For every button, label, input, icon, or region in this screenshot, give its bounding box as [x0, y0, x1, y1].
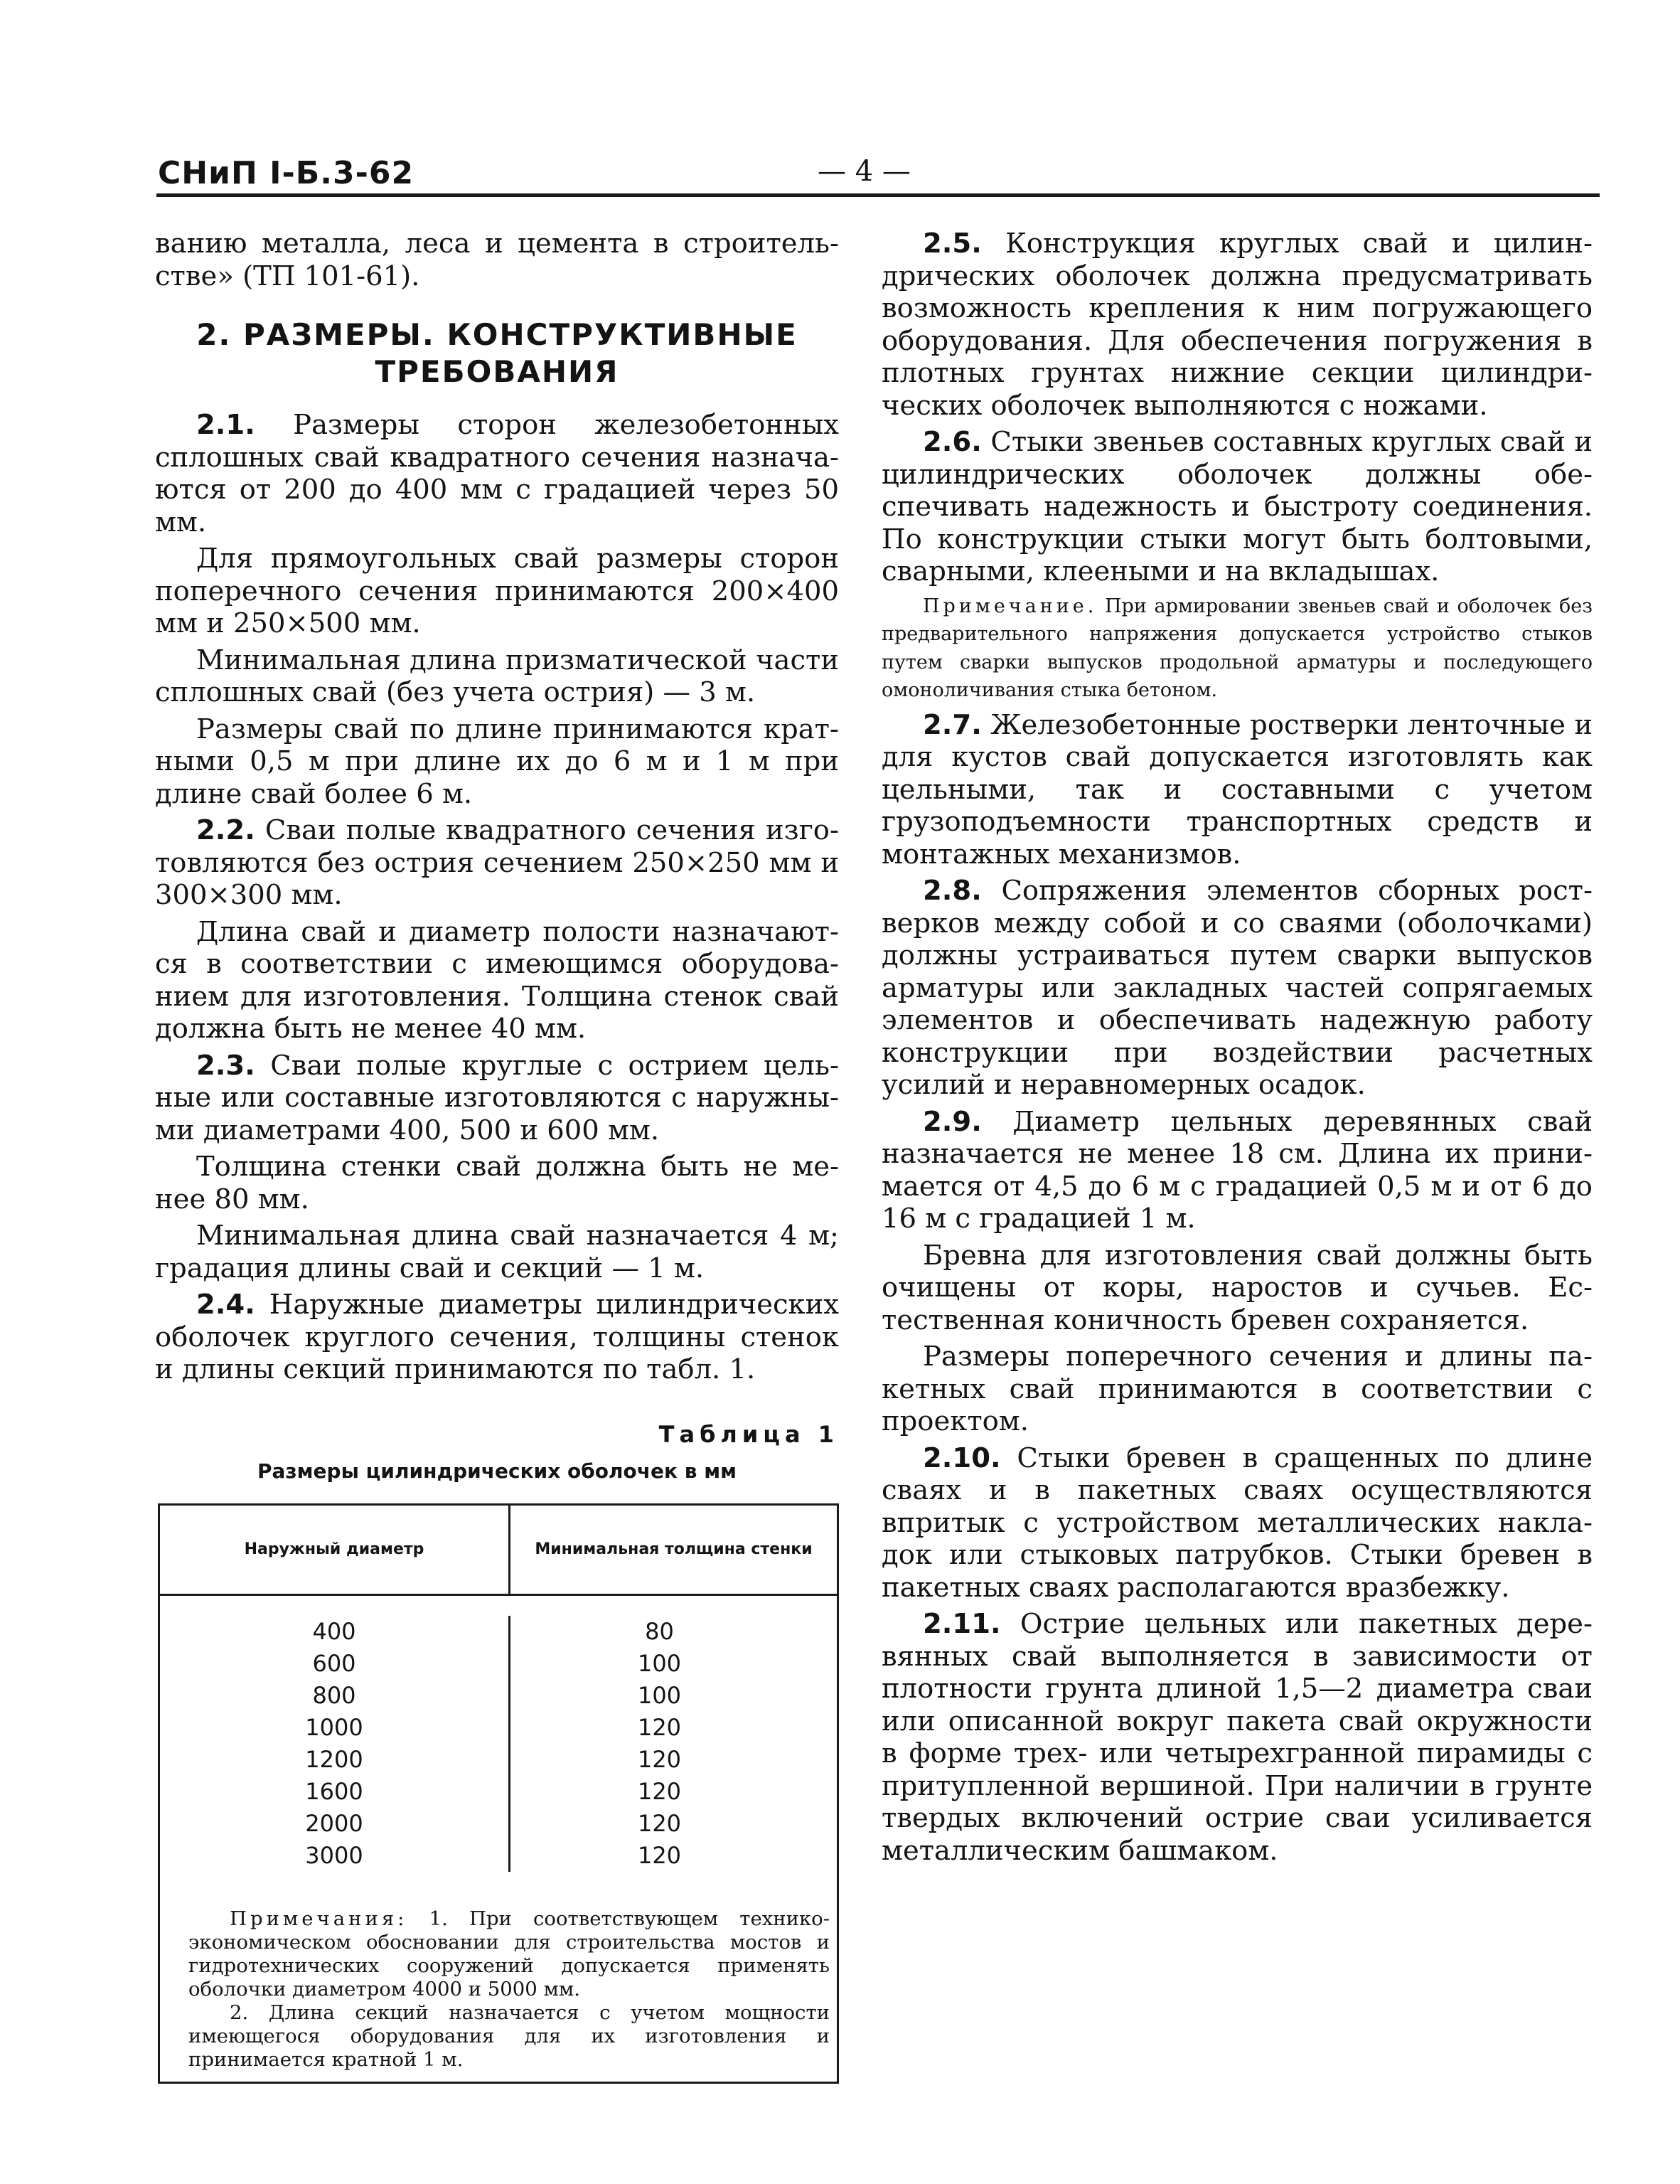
clause-text: Диаметр цельных деревянных свай назначается не менее 18 см. Длина их принимается от 4,5 до 6 м с градацией 0,5 м и от 6 до 16 м с градацией 1 м. [882, 1105, 1593, 1235]
section-heading-line1: 2. РАЗМЕРЫ. КОНСТРУКТИВНЫЕ [196, 317, 798, 352]
table-cell: 80 [645, 1617, 674, 1645]
clause-text: Сопряжения элементов сборных ростверков между собой и со сваями (оболочками) должны устраиваться путем сварки выпусков арматуры или закладных частей сопрягаемых элементов и обеспечивать надежную работу конструкции при воздействии расчетных усилий и неравномерных осадок. [882, 875, 1593, 1101]
paragraph-2-9 [882, 1106, 1593, 1235]
table-cell: 120 [637, 1841, 682, 1869]
clause-text: Наружные диаметры цилиндрических оболочек круглого сечения, толщины стенок и длины секций принимаются по табл. 1. [155, 1289, 839, 1385]
table-body [160, 1596, 837, 1886]
paragraph-2-9-c: Размеры поперечного сечения и длины пакетных свай принимаются в соответствии с проектом. [882, 1341, 1593, 1437]
page-number: — 4 — [818, 155, 911, 188]
clause-text: Размеры сторон железобетонных сплошных свай квадратного сечения назначаются от 200 до 400 мм с градацией через 50 мм. [155, 409, 839, 538]
table-cell: 100 [637, 1681, 682, 1709]
table-cell: 1200 [305, 1745, 363, 1773]
table-cell: 2000 [305, 1809, 363, 1837]
clause-number: 2.6. [923, 426, 982, 458]
table-cell: 100 [637, 1649, 682, 1677]
table-note-2: 2. Длина секций назначается с учетом мощности имеющегося оборудования для их изготовления и принимается кратной 1 м. [188, 2001, 830, 2071]
section-heading [155, 316, 839, 390]
table-cell: 1000 [305, 1713, 363, 1741]
table-header [160, 1506, 837, 1596]
clause-text: Стыки звеньев составных круглых свай и цилиндрических оболочек должны обеспечивать надежность и быстроту соединения. По конструкции стыки могут быть болтовыми, сварными, клееными и на вкладышах. [882, 426, 1593, 587]
clause-number: 2.9. [923, 1105, 982, 1138]
clause-text: Стыки бревен в сращенных по длине сваях и в пакетных сваях осуществляются впритык с устройством металлических накладок или стыковых патрубков. Стыки бревен в пакетных сваях располагаются вразбежку. [882, 1442, 1593, 1604]
table-note-1 [188, 1907, 830, 2001]
clause-text: Конструкция круглых свай и цилиндрических оболочек должна предусматривать возможность крепления к ним погружающего оборудования. Для обеспечения погружения в плотных грунтах нижние секции цилиндрических оболочек выполняются с ножами. [882, 228, 1593, 422]
table-column-diameter [160, 1616, 510, 1872]
left-column [155, 228, 839, 2084]
note-text: При армировании звеньев свай и оболочек без предварительного напряжения допускается устройство стыков путем сварки выпусков продольной арматуры и последующего омоноличивания стыка бетоном. [882, 595, 1593, 701]
table-header-diameter: Наружный диаметр [160, 1506, 510, 1594]
notes-label: Примечания: [230, 1907, 408, 1930]
table-notes [160, 1886, 837, 2082]
clause-number: 2.8. [923, 875, 982, 907]
right-column [882, 228, 1593, 1871]
paragraph-2-4 [155, 1289, 839, 1386]
table-header-thickness: Минимальная толщина стенки [535, 1540, 813, 1558]
paragraph-2-10 [882, 1442, 1593, 1604]
paragraph-2-2 [155, 814, 839, 912]
paragraph-continuation: ванию металла, леса и цемента в строительстве» (ТП 101-61). [155, 228, 839, 292]
paragraph-2-3-c: Минимальная длина свай назначается 4 м; градация длины свай и секций — 1 м. [155, 1220, 839, 1284]
table-title: Размеры цилиндрических оболочек в мм [257, 1459, 737, 1483]
paragraph-2-5 [882, 228, 1593, 422]
paragraph-2-3-b: Толщина стенки свай должна быть не менее 80 мм. [155, 1151, 839, 1215]
clause-number: 2.3. [196, 1049, 255, 1082]
note-2-6 [882, 592, 1593, 705]
note-text: 1. При соответствующем технико-экономическом обосновании для строительства мостов и гидротехнических сооружений допускается применять оболочки диаметром 4000 и 5000 мм. [188, 1907, 830, 2001]
dimensions-table [158, 1503, 839, 2084]
table-cell: 400 [312, 1617, 356, 1645]
document-code: СНиП I-Б.3-62 [158, 155, 414, 191]
clause-number: 2.7. [923, 708, 982, 741]
header-rule [156, 193, 1600, 197]
clause-number: 2.5. [923, 228, 982, 260]
paragraph-2-1-d: Размеры свай по длине принимаются кратными 0,5 м при длине их до 6 м и 1 м при длине свай более 6 м. [155, 713, 839, 810]
clause-number: 2.11. [923, 1608, 1001, 1640]
paragraph-2-8 [882, 875, 1593, 1102]
clause-text: Сваи полые квадратного сечения изготовляются без острия сечением 250×250 мм и 300×300 мм. [155, 814, 839, 911]
clause-text: Острие цельных или пакетных деревянных свай выполняется в зависимости от плотности грунта длиной 1,5—2 диаметра сваи или описанной вокруг пакета свай окружности в форме трех- или четырехгранной пирамиды с притупленной вершиной. При наличии в грунте твердых включений острие сваи усиливается металлическим башмаком. [882, 1608, 1593, 1867]
table-column-thickness [510, 1616, 837, 1872]
clause-number: 2.1. [196, 409, 255, 441]
clause-number: 2.10. [923, 1442, 1001, 1474]
paragraph-2-2-b: Длина свай и диаметр полости назначаются в соответствии с имеющимся оборудованием для изготовления. Толщина стенок свай должна быть не менее 40 мм. [155, 915, 839, 1045]
paragraph-2-11 [882, 1608, 1593, 1867]
paragraph-2-9-b: Бревна для изготовления свай должны быть очищены от коры, наростов и сучьев. Естественная коничность бревен сохраняется. [882, 1239, 1593, 1336]
clause-number: 2.2. [196, 814, 255, 846]
table-cell: 120 [637, 1777, 682, 1805]
table-cell: 120 [637, 1713, 682, 1741]
paragraph-2-1 [155, 409, 839, 538]
table-label: Таблица 1 [658, 1420, 839, 1448]
note-label: Примечание. [923, 595, 1098, 617]
clause-text: Сваи полые круглые с острием цельные или составные изготовляются с наружными диаметрами 400, 500 и 600 мм. [155, 1049, 839, 1146]
table-cell: 120 [637, 1745, 682, 1773]
table-cell: 120 [637, 1809, 682, 1837]
table-cell: 1600 [305, 1777, 363, 1805]
table-cell: 800 [312, 1681, 356, 1709]
clause-text: Железобетонные ростверки ленточные и для кустов свай допускается изготовлять как цельными, так и составными с учетом грузоподъемности транспортных средств и монтажных механизмов. [882, 708, 1593, 870]
paragraph-2-6 [882, 426, 1593, 588]
paragraph-2-3 [155, 1050, 839, 1147]
table-cell: 600 [312, 1649, 356, 1677]
paragraph-2-7 [882, 709, 1593, 871]
clause-number: 2.4. [196, 1289, 255, 1321]
paragraph-2-1-b: Для прямоугольных свай размеры сторон поперечного сечения принимаются 200×400 мм и 250×500 мм. [155, 543, 839, 639]
table-cell: 3000 [305, 1841, 363, 1869]
paragraph-2-1-c: Минимальная длина призматической части сплошных свай (без учета острия) — 3 м. [155, 644, 839, 708]
section-heading-line2: ТРЕБОВАНИЯ [375, 354, 619, 389]
